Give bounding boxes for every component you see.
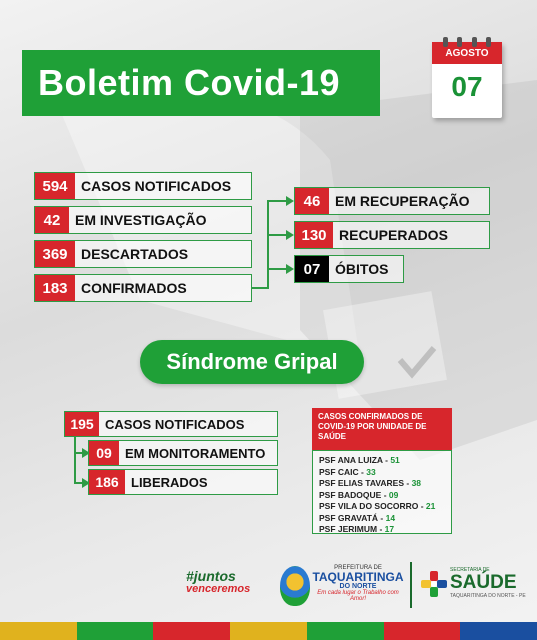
- stat-label: EM INVESTIGAÇÃO: [75, 212, 207, 228]
- footer-divider: [410, 562, 412, 608]
- stat-row-em-investigacao: [34, 206, 252, 234]
- stat-value: 09: [89, 441, 119, 465]
- stat-value: 46: [295, 188, 329, 214]
- stat-label: CASOS NOTIFICADOS: [105, 416, 245, 432]
- stat-row-sg-em-monitoramento: [88, 440, 278, 466]
- calendar-icon: [432, 42, 502, 118]
- arrow-right-icon: [286, 196, 294, 206]
- stat-value: 369: [35, 241, 75, 267]
- stat-value: 186: [89, 470, 125, 494]
- arrow-right-icon: [286, 230, 294, 240]
- stat-label: EM RECUPERAÇÃO: [335, 193, 470, 209]
- connector-line: [252, 287, 268, 289]
- stat-value: 07: [295, 256, 329, 282]
- stat-label: CONFIRMADOS: [81, 280, 187, 296]
- connector-line: [74, 437, 76, 483]
- stat-label: DESCARTADOS: [81, 246, 189, 262]
- psf-item: PSF ELIAS TAVARES - 38: [319, 478, 422, 488]
- calendar-month: AGOSTO: [432, 42, 502, 64]
- health-cross-icon: [420, 570, 448, 598]
- psf-item: PSF VILA DO SOCORRO - 21: [319, 501, 436, 511]
- stat-value: 195: [65, 412, 99, 436]
- stat-row-confirmados: [34, 274, 252, 302]
- psf-list: [312, 450, 452, 534]
- connector-line: [267, 234, 287, 236]
- stat-row-casos-notificados: [34, 172, 252, 200]
- stat-row-obitos: [294, 255, 404, 283]
- stat-row-em-recuperacao: [294, 187, 490, 215]
- stat-row-recuperados: [294, 221, 490, 249]
- connector-line: [267, 200, 269, 289]
- section-title-sindrome-gripal: Síndrome Gripal: [140, 340, 364, 384]
- psf-item: PSF ANA LUIZA - 51: [319, 455, 400, 465]
- saude-logo: SECRETARIA DE SAÚDE TAQUARITINGA DO NORTE - PE: [450, 567, 526, 599]
- psf-item: PSF CAIC - 33: [319, 466, 376, 477]
- stat-value: 42: [35, 207, 69, 233]
- calendar-day: 07: [451, 71, 483, 102]
- stat-value: 594: [35, 173, 75, 199]
- hashtag-text: #juntos venceremos: [186, 568, 251, 595]
- psf-item: PSF JERIMUM - 17: [319, 524, 395, 534]
- stat-value: 183: [35, 275, 75, 301]
- stat-row-sg-liberados: [88, 469, 278, 495]
- connector-line: [267, 200, 287, 202]
- prefeitura-logo: PREFEITURA DE TAQUARITINGA DO NORTE Em cada lugar o Trabalho com Amor!: [312, 565, 404, 602]
- city-emblem-icon: [280, 566, 310, 606]
- psf-item: PSF GRAVATÁ - 14: [319, 512, 396, 523]
- stat-value: 130: [295, 222, 333, 248]
- stat-row-descartados: [34, 240, 252, 268]
- stat-label: LIBERADOS: [131, 474, 208, 490]
- psf-item: PSF BADOQUE - 09: [319, 489, 399, 500]
- stat-label: EM MONITORAMENTO: [125, 445, 266, 461]
- stat-label: CASOS NOTIFICADOS: [81, 178, 232, 194]
- page-title: Boletim Covid-19: [22, 50, 380, 116]
- stat-label: RECUPERADOS: [339, 227, 448, 243]
- stat-row-sg-casos-notificados: [64, 411, 278, 437]
- psf-header: CASOS CONFIRMADOS DE COVID-19 POR UNIDADE DE SAÚDE: [312, 408, 452, 450]
- connector-line: [267, 268, 287, 270]
- stat-label: ÓBITOS: [335, 261, 389, 277]
- color-stripe: [0, 622, 537, 640]
- arrow-right-icon: [286, 264, 294, 274]
